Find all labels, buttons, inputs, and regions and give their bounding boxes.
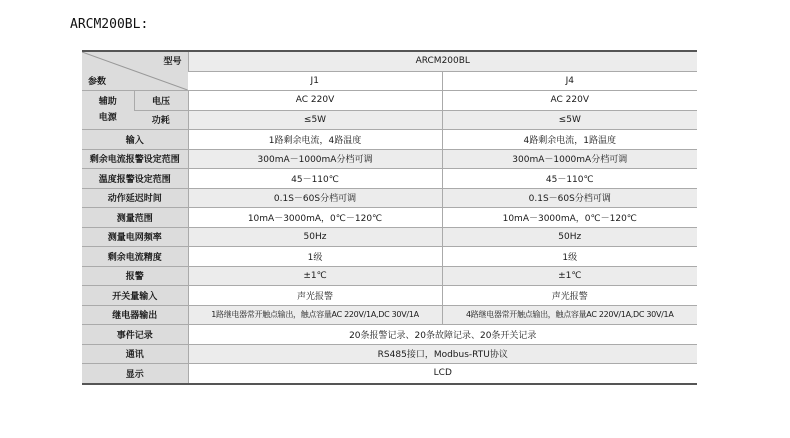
cell-j4: 10mA－3000mA，0℃－120℃ — [442, 208, 697, 228]
aux-label-line1: 辅助 — [98, 97, 117, 107]
table-row — [82, 208, 697, 228]
cell-j1: ≤5W — [188, 110, 442, 130]
cell-j4: 0.1S－60S分档可调 — [442, 188, 697, 208]
table-row — [82, 325, 697, 345]
cell-j4: AC 220V — [442, 91, 697, 111]
table-row — [82, 364, 697, 384]
cell-j1: 10mA－3000mA，0℃－120℃ — [188, 208, 442, 228]
header-row-model — [82, 51, 697, 71]
cell-shared: RS485接口，Modbus-RTU协议 — [188, 344, 697, 364]
table-row — [82, 188, 697, 208]
cell-j4: 声光报警 — [442, 286, 697, 306]
row-label: 动作延迟时间 — [82, 188, 188, 208]
table-row — [82, 247, 697, 267]
corner-param-label: 参数 — [88, 77, 107, 87]
cell-j4: 50Hz — [442, 227, 697, 247]
table-row — [82, 266, 697, 286]
row-label: 继电器输出 — [82, 305, 188, 325]
cell-j1: 45－110℃ — [188, 169, 442, 189]
cell-j4: 1级 — [442, 247, 697, 267]
cell-j4: 300mA－1000mA分档可调 — [442, 149, 697, 169]
cell-j1: 1路剩余电流，4路温度 — [188, 130, 442, 150]
model-name: ARCM200BL — [188, 51, 697, 71]
row-label: 报警 — [82, 266, 188, 286]
aux-label-line2: 电源 — [98, 113, 117, 123]
cell-j1: ±1℃ — [188, 266, 442, 286]
cell-shared: LCD — [188, 364, 697, 384]
corner-header — [82, 51, 188, 91]
aux-power-label — [82, 91, 134, 130]
row-label: 温度报警设定范围 — [82, 169, 188, 189]
table-row — [82, 110, 697, 130]
cell-j1: 0.1S－60S分档可调 — [188, 188, 442, 208]
corner-model-label: 型号 — [163, 57, 182, 67]
cell-j1: AC 220V — [188, 91, 442, 111]
row-label: 剩余电流精度 — [82, 247, 188, 267]
row-label: 事件记录 — [82, 325, 188, 345]
table-row — [82, 344, 697, 364]
cell-j1: 1路继电器常开触点输出，触点容量AC 220V/1A,DC 30V/1A — [188, 305, 442, 325]
cell-j4: 4路剩余电流，1路温度 — [442, 130, 697, 150]
cell-j4: ±1℃ — [442, 266, 697, 286]
table-row — [82, 169, 697, 189]
cell-shared: 20条报警记录、20条故障记录、20条开关记录 — [188, 325, 697, 345]
row-label: 功耗 — [134, 110, 188, 130]
cell-j1: 300mA－1000mA分档可调 — [188, 149, 442, 169]
col-header-j4: J4 — [442, 71, 697, 91]
row-label: 开关量输入 — [82, 286, 188, 306]
table-row — [82, 130, 697, 150]
row-label: 测量范围 — [82, 208, 188, 228]
cell-j4: 4路继电器常开触点输出，触点容量AC 220V/1A,DC 30V/1A — [442, 305, 697, 325]
cell-j1: 1级 — [188, 247, 442, 267]
table-row — [82, 227, 697, 247]
spec-table — [82, 50, 697, 385]
row-label: 通讯 — [82, 344, 188, 364]
table-row — [82, 91, 697, 111]
table-row — [82, 286, 697, 306]
row-label: 剩余电流报警设定范围 — [82, 149, 188, 169]
table-row — [82, 305, 697, 325]
row-label: 输入 — [82, 130, 188, 150]
row-label: 电压 — [134, 91, 188, 111]
page-heading: ARCM200BL: — [70, 17, 149, 32]
row-label: 显示 — [82, 364, 188, 384]
col-header-j1: J1 — [188, 71, 442, 91]
cell-j4: ≤5W — [442, 110, 697, 130]
cell-j1: 50Hz — [188, 227, 442, 247]
cell-j1: 声光报警 — [188, 286, 442, 306]
table-row — [82, 149, 697, 169]
cell-j4: 45－110℃ — [442, 169, 697, 189]
row-label: 测量电网频率 — [82, 227, 188, 247]
